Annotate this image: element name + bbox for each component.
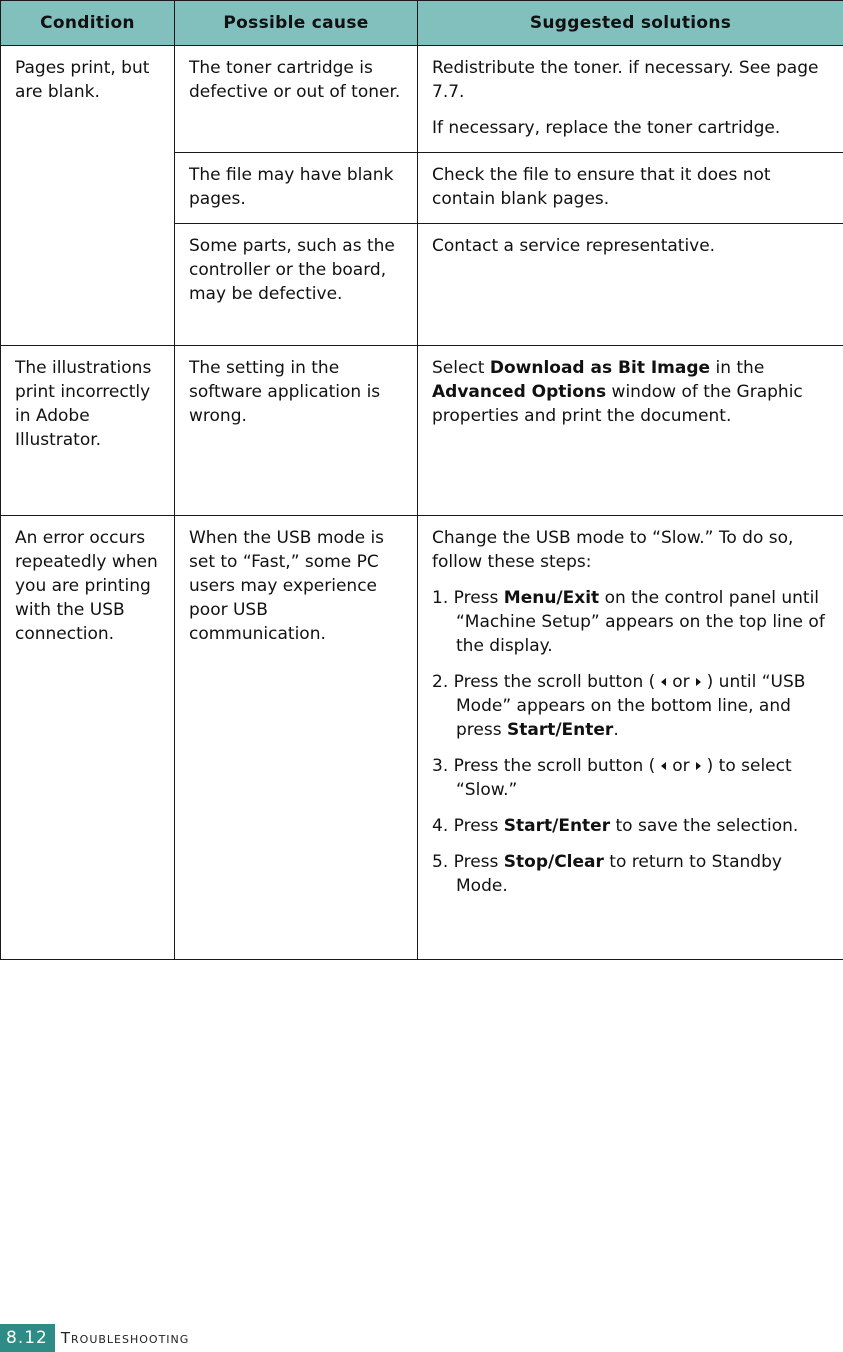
cause-file: The file may have blank pages. bbox=[175, 153, 418, 224]
table-header-row bbox=[1, 1, 843, 46]
table-row bbox=[1, 516, 843, 960]
page-footer bbox=[0, 1324, 189, 1352]
solution-file: Check the file to ensure that it does not contain blank pages. bbox=[418, 153, 843, 224]
step-1: 1. Press Menu/Exit on the control panel until “Machine Setup” appears on the top line of the display. bbox=[432, 588, 825, 656]
step-5: 5. Press Stop/Clear to return to Standby Mode. bbox=[432, 852, 782, 896]
page-number: 8.12 bbox=[0, 1324, 55, 1352]
scroll-right-icon bbox=[696, 762, 701, 770]
solution-illustrator: Select Download as Bit Image in the Advanced Options window of the Graphic properties and print the document. bbox=[418, 346, 843, 516]
cause-usb: When the USB mode is set to “Fast,” some PC users may experience poor USB communication. bbox=[175, 516, 418, 960]
solution-text: Redistribute the toner. if necessary. See page 7.7. bbox=[432, 58, 819, 102]
step-2: 2. Press the scroll button ( or ) until “USB Mode” appears on the bottom line, and press Start/Enter. bbox=[432, 672, 806, 740]
cause-toner: The toner cartridge is defective or out of toner. bbox=[175, 46, 418, 153]
condition-blank-pages: Pages print, but are blank. bbox=[1, 46, 175, 346]
step-3: 3. Press the scroll button ( or ) to select “Slow.” bbox=[432, 756, 792, 800]
solution-text: If necessary, replace the toner cartridge. bbox=[432, 118, 781, 138]
section-title: Troubleshooting bbox=[60, 1329, 190, 1347]
scroll-right-icon bbox=[696, 678, 701, 686]
header-possible-cause: Possible cause bbox=[175, 1, 418, 46]
header-suggested-solutions: Suggested solutions bbox=[418, 1, 843, 46]
solution-intro: Change the USB mode to “Slow.” To do so, follow these steps: bbox=[432, 528, 794, 572]
cause-illustrator: The setting in the software application is wrong. bbox=[175, 346, 418, 516]
solution-toner bbox=[418, 46, 843, 153]
scroll-left-icon bbox=[661, 762, 666, 770]
condition-usb: An error occurs repeatedly when you are printing with the USB connection. bbox=[1, 516, 175, 960]
table-row bbox=[1, 46, 843, 153]
header-condition: Condition bbox=[1, 1, 175, 46]
cause-parts: Some parts, such as the controller or the board, may be defective. bbox=[175, 224, 418, 346]
solution-parts: Contact a service representative. bbox=[418, 224, 843, 346]
solution-usb bbox=[418, 516, 843, 960]
table-row bbox=[1, 346, 843, 516]
scroll-left-icon bbox=[661, 678, 666, 686]
step-4: 4. Press Start/Enter to save the selection. bbox=[432, 816, 799, 836]
condition-illustrator: The illustrations print incorrectly in Adobe Illustrator. bbox=[1, 346, 175, 516]
